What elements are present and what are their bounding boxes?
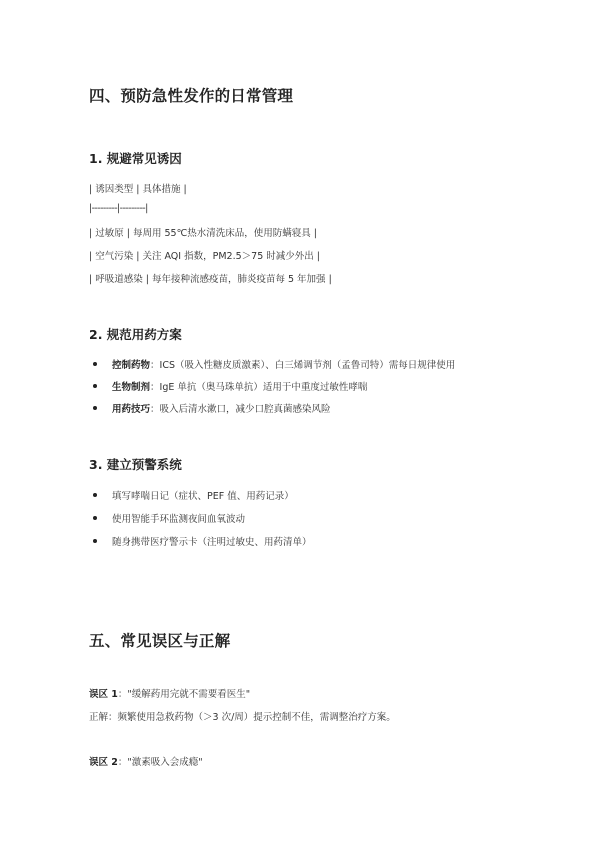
bullet-icon — [93, 493, 97, 497]
table-line-separator: |---------|---------| — [89, 203, 148, 214]
table-line-allergen: | 过敏原 | 每周用 55℃热水清洗床品，使用防螨寝具 | — [89, 228, 317, 239]
list-item-alert-card: 随身携带医疗警示卡（注明过敏史、用药清单） — [112, 537, 312, 548]
list-item-text: ：吸入后清水漱口，减少口腔真菌感染风险 — [150, 404, 331, 415]
myth-1-answer: 正解：频繁使用急救药物（＞3 次/周）提示控制不佳，需调整治疗方案。 — [89, 712, 396, 723]
bullet-icon — [93, 362, 97, 366]
list-item-label: 控制药物 — [112, 360, 151, 371]
bullet-icon — [93, 516, 97, 520]
list-item-label: 生物制剂 — [112, 382, 151, 393]
list-item-text: ：IgE 单抗（奥马珠单抗）适用于中重度过敏性哮喘 — [150, 382, 368, 393]
list-item-control-medication — [112, 357, 455, 371]
table-line-respiratory-infection: | 呼吸道感染 | 每年接种流感疫苗，肺炎疫苗每 5 年加强 | — [89, 274, 332, 285]
subsection-2-heading: 2. 规范用药方案 — [89, 327, 182, 342]
myth-label: 误区 2 — [89, 757, 118, 768]
section-4-heading: 四、预防急性发作的日常管理 — [89, 87, 294, 105]
list-item-text: ：ICS（吸入性糖皮质激素）、白三烯调节剂（孟鲁司特）需每日规律使用 — [150, 360, 456, 371]
list-item-biologics — [112, 379, 367, 393]
myth-2 — [89, 754, 203, 768]
section-5-heading: 五、常见误区与正解 — [89, 632, 231, 650]
table-line-header: | 诱因类型 | 具体措施 | — [89, 184, 187, 195]
list-item-label: 用药技巧 — [112, 404, 151, 415]
myth-1 — [89, 686, 250, 700]
myth-text: ："缓解药用完就不需要看医生" — [117, 689, 251, 700]
bullet-icon — [93, 406, 97, 410]
bullet-icon — [93, 384, 97, 388]
myth-label: 误区 1 — [89, 689, 118, 700]
table-line-air-pollution: | 空气污染 | 关注 AQI 指数，PM2.5＞75 时减少外出 | — [89, 251, 320, 262]
bullet-icon — [93, 539, 97, 543]
list-item-inhaler-technique — [112, 401, 331, 415]
subsection-1-heading: 1. 规避常见诱因 — [89, 151, 182, 166]
list-item-smart-band: 使用智能手环监测夜间血氧波动 — [112, 514, 246, 525]
myth-text: ："激素吸入会成瘾" — [117, 757, 203, 768]
list-item-asthma-diary: 填写哮喘日记（症状、PEF 值、用药记录） — [112, 491, 294, 502]
subsection-3-heading: 3. 建立预警系统 — [89, 457, 182, 472]
